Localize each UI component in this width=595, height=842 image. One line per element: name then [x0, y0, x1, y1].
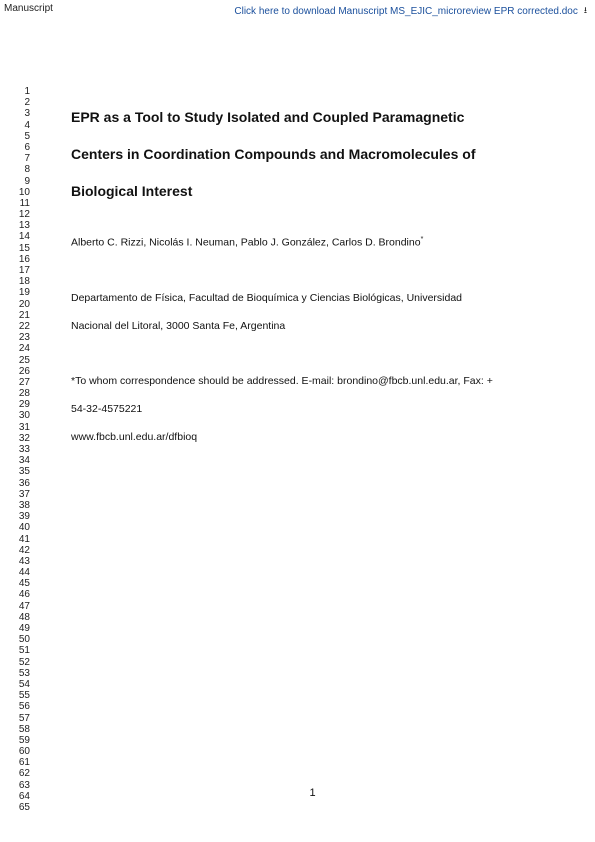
paper-title: [71, 99, 551, 210]
title-line: Biological Interest: [71, 183, 193, 199]
line-number: 53: [18, 667, 30, 679]
line-number: 49: [18, 623, 30, 634]
line-number: 21: [18, 309, 30, 321]
line-number: 52: [18, 656, 30, 668]
line-number: 27: [18, 376, 30, 388]
line-number: 40: [18, 522, 30, 534]
line-number: 65: [18, 802, 30, 813]
line-number: 7: [24, 153, 30, 165]
line-number: 26: [18, 365, 30, 377]
line-number: 55: [18, 690, 30, 702]
line-number: 19: [18, 287, 30, 299]
line-number: 48: [18, 611, 30, 623]
line-number: 33: [18, 444, 30, 455]
affiliation-line: Nacional del Litoral, 3000 Santa Fe, Argentina: [71, 320, 286, 332]
line-number: 29: [18, 399, 30, 411]
line-number: 56: [18, 701, 30, 713]
line-number: 18: [18, 276, 30, 288]
title-line: EPR as a Tool to Study Isolated and Coupled Paramagnetic: [71, 109, 465, 125]
line-number: 8: [24, 164, 30, 176]
line-number: 13: [18, 220, 30, 232]
line-number: 62: [18, 768, 30, 780]
line-number: 1: [24, 86, 30, 97]
line-number: 30: [18, 410, 30, 422]
line-number: 43: [18, 555, 30, 567]
line-number: 59: [18, 734, 30, 746]
download-icon: ⭳: [583, 5, 587, 15]
line-number: 4: [24, 119, 30, 131]
line-number: 35: [18, 466, 30, 478]
line-number: 32: [18, 432, 30, 444]
line-number: 42: [18, 544, 30, 556]
line-number: 46: [18, 589, 30, 601]
correspondence-line: 54-32-4575221: [71, 403, 143, 415]
line-number: 23: [18, 332, 30, 344]
line-number: 15: [18, 242, 30, 254]
line-number: 20: [18, 298, 30, 310]
line-number: 54: [18, 678, 30, 690]
line-number: 39: [18, 511, 30, 523]
line-number: 2: [24, 97, 30, 109]
line-number: 64: [18, 790, 30, 802]
page-number: 1: [309, 787, 316, 799]
line-number: 51: [18, 645, 30, 657]
line-number: 50: [18, 634, 30, 646]
affiliation-line: Departamento de Física, Facultad de Bioquímica y Ciencias Biológicas, Universidad: [71, 292, 463, 304]
line-number: 47: [18, 600, 30, 612]
line-number: 31: [18, 421, 30, 433]
line-number: 41: [18, 533, 30, 545]
line-number: 25: [18, 354, 30, 366]
line-number: 10: [18, 186, 30, 198]
line-number: 6: [24, 141, 30, 153]
line-number: 17: [18, 265, 30, 276]
line-number: 36: [18, 477, 30, 489]
line-number: 63: [18, 779, 30, 791]
affiliation: [71, 284, 541, 340]
line-number: 28: [18, 388, 30, 400]
line-number: 3: [24, 108, 30, 120]
manuscript-label: Manuscript: [4, 3, 53, 14]
line-number: 16: [18, 253, 30, 265]
line-number: 11: [19, 197, 30, 209]
author-list: [71, 236, 423, 249]
line-number: 60: [18, 746, 30, 758]
line-number: 12: [18, 209, 30, 221]
authors-text: Alberto C. Rizzi, Nicolás I. Neuman, Pablo J. González, Carlos D. Brondino: [71, 236, 421, 249]
line-number: 61: [18, 757, 30, 769]
website-line: www.fbcb.unl.edu.ar/dfbioq: [71, 431, 198, 443]
corresponding-mark: *: [420, 236, 424, 243]
line-number: 58: [18, 723, 30, 735]
line-number: 22: [18, 320, 30, 332]
correspondence: [71, 367, 541, 451]
download-manuscript-link[interactable]: [234, 3, 587, 19]
line-numbers: [0, 86, 30, 813]
line-number: 45: [18, 578, 30, 590]
title-line: Centers in Coordination Compounds and Macromolecules of: [71, 146, 476, 162]
line-number: 34: [18, 455, 30, 467]
download-link-text: Click here to download Manuscript MS_EJIC_microreview EPR corrected.doc: [234, 5, 578, 17]
line-number: 14: [18, 231, 30, 243]
line-number: 24: [18, 343, 30, 355]
line-number: 57: [18, 712, 30, 724]
correspondence-line: *To whom correspondence should be addressed. E-mail: brondino@fbcb.unl.edu.ar, Fax: +: [71, 375, 493, 387]
line-number: 5: [24, 130, 30, 142]
line-number: 9: [24, 175, 30, 187]
line-number: 37: [18, 488, 30, 500]
line-number: 44: [18, 567, 30, 579]
line-number: 38: [18, 499, 30, 511]
